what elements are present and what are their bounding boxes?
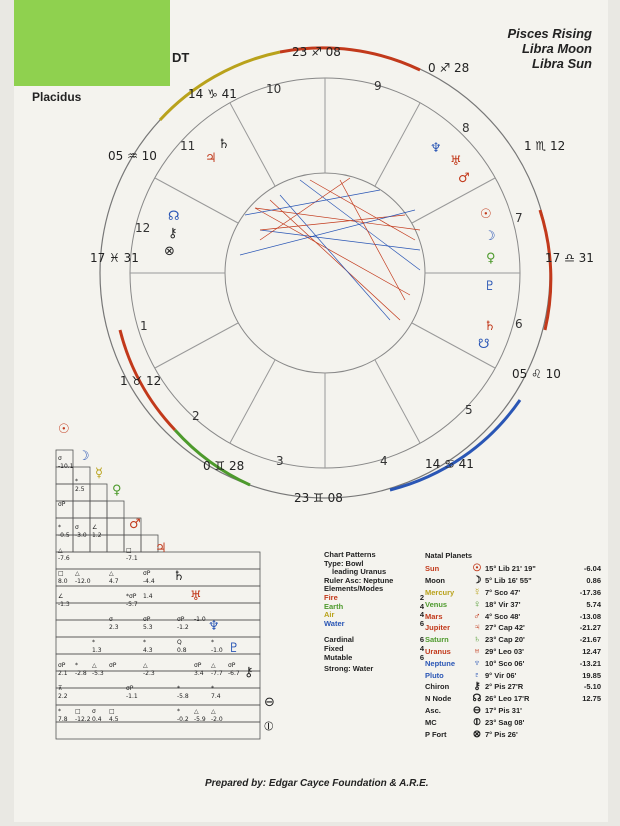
aspect-orb: -12.0 xyxy=(75,578,91,585)
jupiter-icon: ♃ xyxy=(205,151,217,166)
planet-name: N Node xyxy=(425,694,452,704)
uranus-icon: ♅ xyxy=(450,154,462,169)
grid-sun-icon: ☉ xyxy=(58,422,70,437)
aspect-symbol: Q xyxy=(177,639,182,646)
aspect-orb: -5.7 xyxy=(126,601,138,608)
planet-position: 9° Vir 06' xyxy=(485,670,517,680)
planet-name: Mars xyxy=(425,611,443,621)
planet-name: Mercury xyxy=(425,587,455,597)
natal-planet-row xyxy=(425,705,610,717)
planet-symbol-icon: ♀ xyxy=(473,598,481,610)
planet-name: Neptune xyxy=(425,658,455,668)
aspect-symbol: □ xyxy=(109,708,115,715)
mode-name: Mutable xyxy=(324,652,353,662)
aspect-symbol: * xyxy=(211,685,214,692)
grid-pluto-icon: ♇ xyxy=(228,641,240,656)
aspect-orb: 1.2 xyxy=(92,532,102,539)
grid-neptune-icon: ♆ xyxy=(208,619,220,634)
aspect-symbol: σP xyxy=(143,616,151,623)
aspect-orb: -1.0 xyxy=(211,647,223,654)
planet-symbol-icon: ♆ xyxy=(473,657,481,669)
grid-moon-icon: ☽ xyxy=(78,449,90,464)
patterns-heading: Chart Patterns xyxy=(324,550,376,559)
mode-row xyxy=(324,654,424,663)
planet-position: 23° Cap 20' xyxy=(485,635,525,645)
aspect-symbol: △ xyxy=(75,570,80,577)
aspect-orb: 2.1 xyxy=(58,670,68,677)
aspect-orb: -10.1 xyxy=(58,463,74,470)
grid-saturn-icon: ♄ xyxy=(173,569,185,584)
element-name: Fire xyxy=(324,592,338,602)
chart-patterns xyxy=(324,551,424,674)
planet-strength: -21.27 xyxy=(579,623,601,633)
aspect-symbol: △ xyxy=(143,662,148,669)
saturn-icon: ♄ xyxy=(218,137,230,152)
planet-strength: -13.21 xyxy=(579,658,601,668)
chiron-icon: ⚷ xyxy=(168,226,178,241)
aspect-orb: 4.5 xyxy=(109,716,119,723)
aspect-orb: 3.4 xyxy=(194,670,204,677)
strong-element: Strong: Water xyxy=(324,664,374,674)
natal-planet-row xyxy=(425,693,610,705)
aspect-orb: -1.2 xyxy=(177,624,189,631)
planet-strength: 12.47 xyxy=(582,646,601,656)
element-row xyxy=(324,603,424,612)
aspect-orb: 7.4 xyxy=(211,693,221,700)
elements-heading: Elements/Modes xyxy=(324,584,384,594)
aspect-orb: 2.5 xyxy=(75,486,85,493)
natal-planet-row xyxy=(425,681,610,693)
house-number: 5 xyxy=(465,403,473,417)
pattern-ruler: Ruler Asc: Neptune xyxy=(324,575,394,585)
grid-uranus-icon: ♅ xyxy=(190,589,202,604)
planet-position: 15° Lib 21' 19" xyxy=(485,564,536,574)
natal-planet-row xyxy=(425,622,610,634)
aspect-orb: 4.7 xyxy=(109,578,119,585)
planet-position: 7° Pis 26' xyxy=(485,729,518,739)
grid-ascendant-icon: ⊖ xyxy=(264,695,275,710)
aspect-symbol: σP xyxy=(143,570,151,577)
aspect-symbol: △ xyxy=(58,547,63,554)
mode-count: 6 xyxy=(419,652,424,662)
house-number: 8 xyxy=(462,121,470,135)
grid-mars-icon: ♂ xyxy=(129,517,141,532)
aspect-orb: -1.1 xyxy=(126,693,138,700)
element-count: 4 xyxy=(419,610,424,620)
planet-strength: -17.36 xyxy=(579,587,601,597)
rising-label: Pisces Rising xyxy=(507,26,592,41)
grid-midheaven-icon: ⦶ xyxy=(264,719,274,734)
element-name: Earth xyxy=(324,601,344,611)
house-number: 4 xyxy=(380,454,388,468)
planet-name: Chiron xyxy=(425,682,450,692)
aspect-orb: 2.3 xyxy=(109,624,119,631)
planet-strength: -13.08 xyxy=(579,611,601,621)
footer-credit: Prepared by: Edgar Cayce Foundation & A.R.E. xyxy=(205,778,429,789)
planet-name: Jupiter xyxy=(425,623,451,633)
south-node-icon: ☋ xyxy=(478,337,490,352)
aspect-orb: -7.1 xyxy=(126,555,138,562)
planet-symbol-icon: ☿ xyxy=(473,586,481,598)
north-node-icon: ☊ xyxy=(168,209,180,224)
grid-jupiter-icon: ♃ xyxy=(155,541,167,556)
aspect-symbol: -1.0 xyxy=(194,616,206,623)
aspect-orb: -6.7 xyxy=(228,670,240,677)
natal-heading: Natal Planets xyxy=(425,551,473,560)
cusp-label: 23 ♊ 08 xyxy=(294,491,343,505)
aspect-orb: 5.3 xyxy=(143,624,153,631)
natal-planet-row xyxy=(425,610,610,622)
natal-planet-row xyxy=(425,598,610,610)
aspect-symbol: □ xyxy=(75,708,81,715)
planet-name: P Fort xyxy=(425,729,447,739)
aspect-symbol: △ xyxy=(211,708,216,715)
aspect-symbol: σP xyxy=(194,662,202,669)
pluto-icon: ♇ xyxy=(484,279,496,294)
mode-name: Cardinal xyxy=(324,635,355,645)
planet-strength: 5.74 xyxy=(586,599,601,609)
planet-position: 29° Leo 03' xyxy=(485,646,524,656)
aspect-symbol: *σP xyxy=(126,593,137,600)
house-number: 9 xyxy=(374,79,382,93)
planet-position: 27° Cap 42' xyxy=(485,623,525,633)
planet-symbol-icon: ☉ xyxy=(472,563,482,575)
aspect-orb: 1.3 xyxy=(92,647,102,654)
aspect-symbol: 1.4 xyxy=(143,593,153,600)
cusp-label: 17 ♓ 31 xyxy=(90,251,139,265)
aspect-symbol: △ xyxy=(194,708,199,715)
planet-name: Pluto xyxy=(425,670,444,680)
cusp-label: 1 ♏ 12 xyxy=(524,139,566,153)
aspect-symbol: * xyxy=(177,708,180,715)
planet-symbol-icon: ♄ xyxy=(473,634,481,646)
aspect-symbol: * xyxy=(211,639,214,646)
aspect-orb: 7.8 xyxy=(58,716,68,723)
planet-symbol-icon: ⚷ xyxy=(473,681,481,693)
moon-icon: ☽ xyxy=(484,229,496,244)
aspect-symbol: ∠ xyxy=(58,593,64,600)
house-number: 12 xyxy=(135,221,151,235)
planet-strength: -21.67 xyxy=(579,635,601,645)
planet-position: 23° Sag 08' xyxy=(485,717,525,727)
sun-label: Libra Sun xyxy=(532,56,592,71)
aspect-symbol: * xyxy=(58,524,61,531)
planet-position: 2° Pis 27'R xyxy=(485,682,524,692)
aspect-orb: -2.8 xyxy=(75,670,87,677)
aspect-orb: -5.3 xyxy=(92,670,104,677)
aspect-symbol: σP xyxy=(109,662,117,669)
natal-planet-row xyxy=(425,575,610,587)
planet-name: Venus xyxy=(425,599,448,609)
neptune-icon: ♆ xyxy=(430,141,442,156)
cusp-label: 05 ♒ 10 xyxy=(108,149,157,163)
grid-venus-icon: ♀ xyxy=(112,483,122,498)
moon-label: Libra Moon xyxy=(521,41,592,56)
grid-chiron-icon: ⚷ xyxy=(244,665,254,680)
aspect-symbol: □ xyxy=(126,547,132,554)
aspect-symbol: * xyxy=(58,708,61,715)
planet-name: Uranus xyxy=(425,646,451,656)
aspect-symbol: * xyxy=(92,639,95,646)
natal-planet-row xyxy=(425,587,610,599)
planet-position: 4° Sco 48' xyxy=(485,611,521,621)
aspect-symbol: σP xyxy=(177,616,185,623)
aspect-orb: -7.7 xyxy=(211,670,223,677)
aspect-orb: -2.3 xyxy=(143,670,155,677)
house-number: 1 xyxy=(140,319,148,333)
venus-icon: ♀ xyxy=(486,251,496,266)
name-fragment: DT xyxy=(172,50,190,65)
natal-planets-table xyxy=(425,551,610,740)
cusp-label: 0 ♊ 28 xyxy=(203,459,245,473)
element-row xyxy=(324,620,424,629)
cusp-label: 1 ♉ 12 xyxy=(120,374,162,388)
mode-count: 4 xyxy=(419,643,424,653)
aspect-symbol: σ xyxy=(92,708,96,715)
aspect-orb: 8.0 xyxy=(58,578,68,585)
aspect-orb: 0.8 xyxy=(177,647,187,654)
part-of-fortune-icon: ⊗ xyxy=(164,244,175,259)
planet-symbol-icon: ⊖ xyxy=(472,704,482,716)
planet-name: Moon xyxy=(425,576,445,586)
cusp-label: 0 ♐ 28 xyxy=(428,61,470,75)
natal-planet-row xyxy=(425,669,610,681)
aspect-symbol: △ xyxy=(109,570,114,577)
planet-symbol-icon: ♂ xyxy=(473,610,481,622)
aspect-symbol: △ xyxy=(92,662,97,669)
planet-symbol-icon: ♇ xyxy=(473,669,481,681)
uranus-glyph-icon: ♄ xyxy=(484,319,496,334)
aspect-symbol: σP xyxy=(58,501,66,508)
planet-symbol-icon: ♅ xyxy=(473,645,481,657)
planet-position: 26° Leo 17'R xyxy=(485,694,530,704)
aspect-symbol: σP xyxy=(58,662,66,669)
house-number: 10 xyxy=(266,82,282,96)
planet-name: Saturn xyxy=(425,635,449,645)
cusp-label: 14 ♋ 41 xyxy=(425,457,474,471)
aspect-orb: -7.6 xyxy=(58,555,70,562)
planet-position: 17° Pis 31' xyxy=(485,705,522,715)
aspect-symbol: σ xyxy=(109,616,113,623)
aspect-symbol: * xyxy=(177,685,180,692)
planet-name: Sun xyxy=(425,564,440,574)
aspect-symbol: □ xyxy=(58,570,64,577)
pattern-leading: leading Uranus xyxy=(332,567,387,577)
aspect-orb: -1.3 xyxy=(58,601,70,608)
planet-name: Asc. xyxy=(425,705,441,715)
grid-mercury-icon: ☿ xyxy=(95,466,103,481)
planet-name: MC xyxy=(425,717,437,727)
planet-position: 7° Sco 47' xyxy=(485,587,521,597)
aspect-symbol: * xyxy=(75,478,78,485)
planet-strength: 12.75 xyxy=(582,694,601,704)
element-count: 6 xyxy=(419,618,424,628)
sun-icon: ☉ xyxy=(480,207,492,222)
planet-position: 10° Sco 06' xyxy=(485,658,525,668)
grid-cells xyxy=(58,455,240,723)
cusp-label: 14 ♑ 41 xyxy=(188,87,237,101)
planet-symbol-icon: ♃ xyxy=(473,622,481,634)
aspect-symbol: σ xyxy=(75,524,79,531)
mode-count: 6 xyxy=(419,635,424,645)
grid-planet-symbols xyxy=(58,422,275,734)
planet-position: 18° Vir 37' xyxy=(485,599,521,609)
house-system-label: Placidus xyxy=(32,90,82,104)
element-count: 4 xyxy=(419,601,424,611)
house-number: 7 xyxy=(515,211,523,225)
cusp-label: 05 ♌ 10 xyxy=(512,367,561,381)
natal-planet-row xyxy=(425,646,610,658)
aspect-orb: -3.0 xyxy=(75,532,87,539)
planet-position: 5° Lib 16' 55" xyxy=(485,576,532,586)
house-number: 2 xyxy=(192,409,200,423)
aspect-symbol: ∠ xyxy=(92,524,98,531)
aspect-symbol: σP xyxy=(228,662,236,669)
aspect-orb: -0.2 xyxy=(177,716,189,723)
natal-planet-row xyxy=(425,728,610,740)
cusp-label: 17 ♎ 31 xyxy=(545,251,594,265)
planet-strength: 19.85 xyxy=(582,670,601,680)
aspect-orb: 0.4 xyxy=(92,716,102,723)
house-number: 11 xyxy=(180,139,196,153)
aspect-orb: -5.8 xyxy=(177,693,189,700)
aspect-orb: -2.0 xyxy=(211,716,223,723)
aspect-orb: -4.4 xyxy=(143,578,155,585)
natal-planet-row xyxy=(425,716,610,728)
element-name: Air xyxy=(324,610,335,620)
natal-planet-row xyxy=(425,563,610,575)
aspect-symbol: △ xyxy=(211,662,216,669)
house-number: 3 xyxy=(276,454,284,468)
natal-planet-row xyxy=(425,657,610,669)
mars-icon: ♂ xyxy=(458,171,470,186)
planet-symbol-icon: ⊗ xyxy=(472,728,482,740)
planet-strength: -5.10 xyxy=(583,682,601,692)
planet-symbol-icon: ⦶ xyxy=(473,716,481,728)
natal-planet-row xyxy=(425,634,610,646)
planet-symbol-icon: ☽ xyxy=(472,575,482,587)
aspect-symbol: * xyxy=(143,639,146,646)
element-name: Water xyxy=(324,618,345,628)
house-number: 6 xyxy=(515,317,523,331)
aspect-symbol: σ xyxy=(58,455,62,462)
element-count: 2 xyxy=(419,592,424,602)
aspect-symbol: σP xyxy=(126,685,134,692)
pattern-type: Type: Bowl xyxy=(324,558,364,568)
planet-strength: -6.04 xyxy=(583,564,601,574)
aspect-orb: 2.2 xyxy=(58,693,68,700)
planet-symbol-icon: ☊ xyxy=(472,693,482,705)
aspect-symbol: ⊼ xyxy=(58,685,63,692)
aspect-symbol: * xyxy=(75,662,78,669)
aspect-orb: -0.5 xyxy=(58,532,70,539)
aspect-orb: -5.9 xyxy=(194,716,206,723)
planet-strength: 0.86 xyxy=(586,576,601,586)
cusp-label: 23 ♐ 08 xyxy=(292,45,341,59)
aspect-orb: 4.3 xyxy=(143,647,153,654)
aspect-orb: -12.2 xyxy=(75,716,91,723)
mode-name: Fixed xyxy=(324,643,344,653)
